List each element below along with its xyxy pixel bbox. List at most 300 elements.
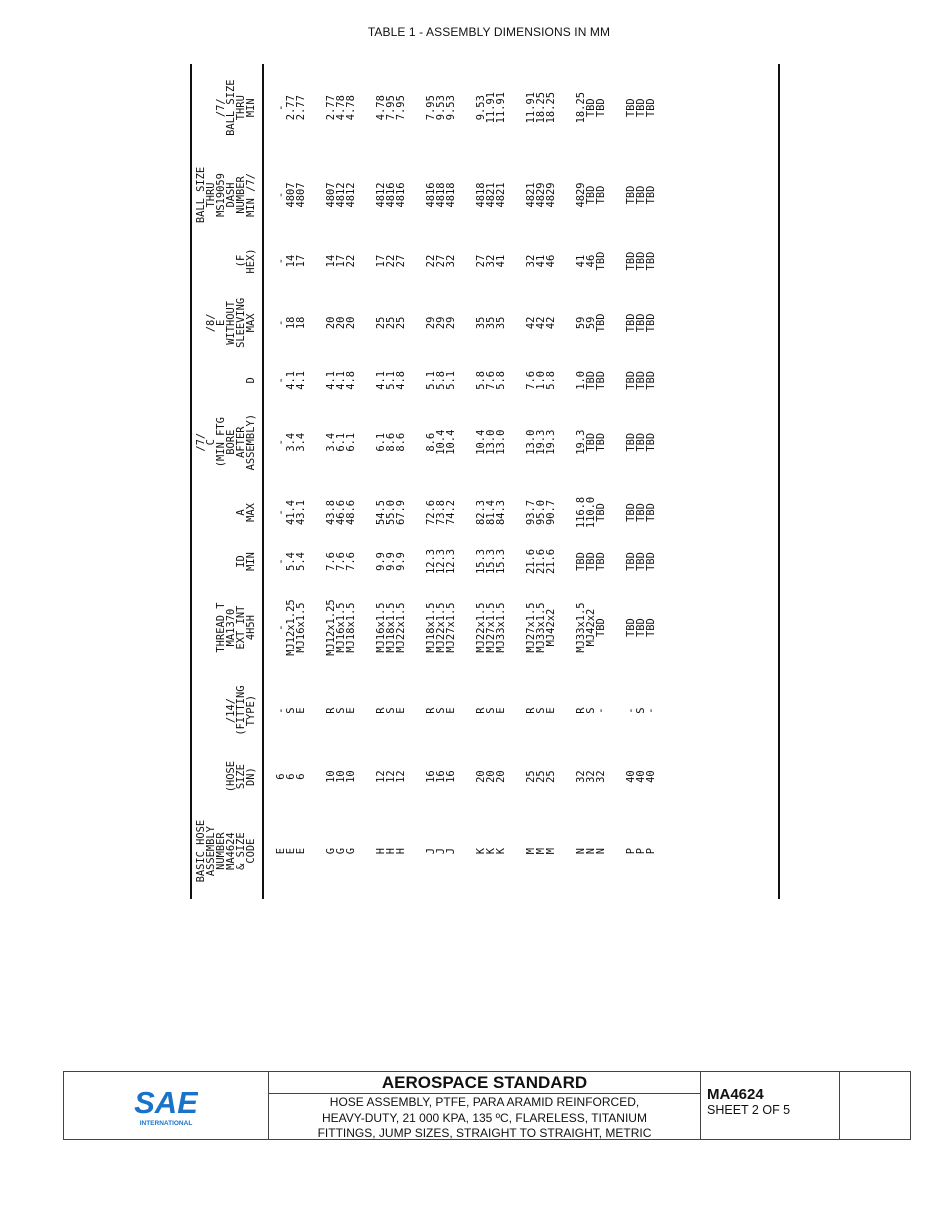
- table-cell: MJ33x1.5: [535, 602, 547, 653]
- table-cell: TBD: [595, 618, 607, 637]
- table-cell: N: [575, 848, 587, 855]
- table-cell: E: [445, 707, 457, 714]
- table-cell: 8.6: [385, 432, 397, 452]
- table-cell: TBD: [595, 313, 607, 333]
- column-header: /8/ E WITHOUT SLEEVING MAX: [192, 283, 263, 362]
- table-cell: 84.3: [495, 499, 507, 525]
- table-cell: 9.9: [385, 552, 397, 571]
- table-cell: 4829: [575, 182, 587, 208]
- table-cell: 35: [475, 316, 487, 330]
- table-cell: 25: [385, 316, 397, 330]
- table-cell: 90.7: [545, 499, 557, 525]
- table-cell: 7.95: [385, 95, 397, 121]
- table-cell: 10.4: [475, 429, 487, 455]
- table-cell: P: [635, 848, 647, 855]
- table-cell: 17: [335, 254, 347, 268]
- table-cell: 10: [335, 770, 347, 783]
- table-cell: TBD: [585, 185, 597, 205]
- table-cell: 9.53: [445, 95, 457, 121]
- table-cell: 25: [545, 770, 557, 783]
- table-cell: 32: [485, 254, 497, 268]
- table-cell: 40: [625, 770, 637, 783]
- table-cell: P: [645, 848, 657, 855]
- table-cell: -: [275, 624, 287, 631]
- table-cell: MJ18x1.5: [345, 602, 357, 653]
- table-cell: 32: [595, 770, 607, 783]
- table-cell: 5.1: [445, 371, 457, 390]
- logo-cell: [64, 1072, 269, 1139]
- table-row: [263, 64, 286, 899]
- table-cell: G: [335, 848, 347, 855]
- table-cell: 4812: [335, 182, 347, 208]
- table-cell: 5.8: [545, 371, 557, 390]
- table-cell: M: [545, 848, 557, 855]
- table-cell: 6.1: [345, 432, 357, 452]
- table-cell: TBD: [595, 98, 607, 118]
- table-cell: S: [635, 707, 647, 714]
- table-cell: 20: [345, 316, 357, 330]
- table-header-row: [192, 64, 263, 899]
- table-cell: E: [275, 848, 287, 855]
- table-cell: 11.91: [485, 92, 497, 124]
- table-cell: 4829: [545, 182, 557, 208]
- table-cell: 15.3: [475, 549, 487, 575]
- table-cell: TBD: [645, 503, 657, 522]
- table-cell: 5.4: [285, 552, 297, 571]
- table-cell: TBD: [575, 552, 587, 571]
- table-cell: -: [275, 509, 287, 516]
- column-header: (HOSE SIZE DN): [192, 750, 263, 803]
- standard-description: [269, 1094, 700, 1142]
- standard-title: AEROSPACE STANDARD: [269, 1072, 700, 1094]
- table-row: [556, 64, 586, 899]
- column-header: (F HEX): [192, 239, 263, 284]
- table-cell: S: [435, 707, 447, 714]
- table-cell: 5.1: [425, 371, 437, 390]
- page-title: TABLE 1 - ASSEMBLY DIMENSIONS IN MM: [367, 25, 611, 39]
- table-cell: TBD: [625, 251, 637, 271]
- table-cell: 2.77: [295, 95, 307, 121]
- table-cell: MJ33x1.5: [575, 602, 587, 653]
- table-cell: 11.91: [495, 92, 507, 124]
- table-cell: -: [275, 558, 287, 565]
- table-cell: MJ16x1.5: [375, 602, 387, 653]
- table-cell: TBD: [625, 552, 637, 571]
- table-cell: 10: [345, 770, 357, 783]
- table-cell: 46: [585, 254, 597, 268]
- table-cell: 19.3: [535, 429, 547, 455]
- table-cell: 17: [295, 254, 307, 268]
- table-cell: -: [275, 104, 287, 111]
- table-cell: 32: [575, 770, 587, 783]
- table-cell: TBD: [645, 185, 657, 205]
- table-cell: 95.0: [535, 499, 547, 525]
- table-cell: 12: [395, 770, 407, 783]
- table-cell: MJ12x1.25: [285, 599, 297, 656]
- table-cell: 27: [435, 254, 447, 268]
- table-cell: TBD: [635, 552, 647, 571]
- table-cell: 14: [285, 254, 297, 268]
- table-cell: 12.3: [445, 549, 457, 575]
- table-cell: 35: [495, 316, 507, 330]
- table-cell: 8.6: [425, 432, 437, 452]
- table-cell: 4.1: [375, 371, 387, 390]
- table-cell: TBD: [585, 432, 597, 452]
- table-cell: 5.8: [435, 371, 447, 390]
- table-cell: 12: [375, 770, 387, 783]
- table-cell: -: [275, 707, 287, 714]
- table-cell: 42: [525, 316, 537, 330]
- table-cell: 55.0: [385, 499, 397, 525]
- table-cell: 7.6: [335, 552, 347, 571]
- table-cell: 29: [425, 316, 437, 330]
- table-cell: 7.6: [485, 371, 497, 390]
- table-cell: S: [285, 707, 297, 714]
- table-cell: MJ42x2: [545, 608, 557, 647]
- table-row: [446, 64, 456, 899]
- column-header: /14/ (FITTING TYPE): [192, 671, 263, 750]
- table-cell: 22: [425, 254, 437, 268]
- table-cell: 40: [645, 770, 657, 783]
- table-cell: 4807: [295, 182, 307, 208]
- revision-cell: [840, 1072, 910, 1139]
- table-cell: 6: [295, 773, 307, 780]
- table-cell: 19.3: [575, 429, 587, 455]
- table-cell: 20: [495, 770, 507, 783]
- table-cell: TBD: [625, 98, 637, 118]
- table-cell: 22: [385, 254, 397, 268]
- table-cell: 25: [525, 770, 537, 783]
- table-cell: 9.9: [375, 552, 387, 571]
- table-cell: R: [325, 707, 337, 714]
- table-cell: E: [295, 707, 307, 714]
- table-cell: 6.1: [335, 432, 347, 452]
- table-cell: 4.8: [345, 371, 357, 390]
- table-cell: 5.8: [495, 371, 507, 390]
- table-cell: 73.8: [435, 499, 447, 525]
- table-cell: 5.4: [295, 552, 307, 571]
- table-cell: TBD: [635, 313, 647, 333]
- table-cell: 43.8: [325, 499, 337, 525]
- table-cell: 8.6: [395, 432, 407, 452]
- table-cell: 4.78: [375, 95, 387, 121]
- table-cell: TBD: [585, 98, 597, 118]
- table-cell: 7.6: [525, 371, 537, 390]
- table-cell: TBD: [625, 432, 637, 452]
- table-cell: TBD: [625, 313, 637, 333]
- table-cell: 12.3: [435, 549, 447, 575]
- table-cell: 14: [325, 254, 337, 268]
- table-cell: MJ22x1.5: [435, 602, 447, 653]
- table-cell: TBD: [645, 552, 657, 571]
- table-cell: S: [485, 707, 497, 714]
- table-cell: 22: [345, 254, 357, 268]
- table-cell: 9.53: [475, 95, 487, 121]
- table-cell: M: [535, 848, 547, 855]
- table-cell: 21.6: [535, 549, 547, 575]
- column-header: A MAX: [192, 486, 263, 539]
- rotated-table-body: [192, 64, 778, 899]
- table-cell: 3.4: [325, 432, 337, 452]
- title-block: [63, 1071, 911, 1140]
- table-cell: 2.77: [325, 95, 337, 121]
- table-cell: 4807: [325, 182, 337, 208]
- table-cell: N: [595, 848, 607, 855]
- table-cell: TBD: [645, 618, 657, 637]
- table-cell: P: [625, 848, 637, 855]
- table-cell: 4812: [375, 182, 387, 208]
- table-cell: 20: [475, 770, 487, 783]
- table-cell: 4818: [435, 182, 447, 208]
- table-cell: 35: [485, 316, 497, 330]
- table-row: [646, 64, 656, 899]
- table-cell: 21.6: [525, 549, 537, 575]
- table-row: [606, 64, 636, 899]
- table-cell: H: [385, 848, 397, 855]
- table-row: [596, 64, 606, 899]
- table-cell: TBD: [635, 371, 647, 390]
- table-cell: TBD: [625, 371, 637, 390]
- table-cell: 4818: [445, 182, 457, 208]
- table-cell: 2.77: [285, 95, 297, 121]
- table-cell: E: [295, 848, 307, 855]
- table-cell: 7.6: [325, 552, 337, 571]
- table-cell: MJ22x1.5: [395, 602, 407, 653]
- table-cell: 7.95: [425, 95, 437, 121]
- table-cell: 4812: [345, 182, 357, 208]
- table-cell: 6: [275, 773, 287, 780]
- table-row: [546, 64, 556, 899]
- table-row: [356, 64, 386, 899]
- table-cell: 41: [495, 254, 507, 268]
- table-cell: 67.9: [395, 499, 407, 525]
- table-cell: TBD: [625, 503, 637, 522]
- table-cell: E: [285, 848, 297, 855]
- sae-logo: [134, 1085, 198, 1129]
- table-cell: 25: [375, 316, 387, 330]
- table-cell: 5.1: [385, 371, 397, 390]
- table-cell: E: [495, 707, 507, 714]
- table-cell: 27: [395, 254, 407, 268]
- table-cell: 4.1: [325, 371, 337, 390]
- table-cell: TBD: [625, 185, 637, 205]
- table-cell: 6.1: [375, 432, 387, 452]
- table-cell: 54.5: [375, 499, 387, 525]
- table-cell: -: [595, 707, 607, 714]
- table-cell: -: [275, 319, 287, 326]
- table-row: [506, 64, 536, 899]
- table-cell: R: [575, 707, 587, 714]
- column-header: /7/ C (MIN FTG BORE AFTER ASSEMBLY): [192, 399, 263, 486]
- table-cell: G: [325, 848, 337, 855]
- table-cell: 18: [285, 316, 297, 330]
- table-cell: TBD: [595, 371, 607, 390]
- table-cell: 18.25: [535, 92, 547, 124]
- table-cell: TBD: [635, 185, 647, 205]
- table-cell: S: [535, 707, 547, 714]
- table-cell: H: [395, 848, 407, 855]
- table-cell: 10.4: [435, 429, 447, 455]
- table-cell: 10: [325, 770, 337, 783]
- table-cell: 41: [535, 254, 547, 268]
- table-cell: 116.8: [575, 496, 587, 529]
- table-cell: TBD: [595, 185, 607, 205]
- table-cell: -: [625, 707, 637, 714]
- table-cell: 18: [295, 316, 307, 330]
- table-cell: 9.53: [435, 95, 447, 121]
- table-cell: MJ22x1.5: [475, 602, 487, 653]
- table-cell: R: [375, 707, 387, 714]
- assembly-dimensions-table: [190, 64, 780, 899]
- table-cell: 46.6: [335, 499, 347, 525]
- table-cell: 4.1: [285, 371, 297, 390]
- table-cell: MJ27x1.5: [525, 602, 537, 653]
- table-cell: S: [335, 707, 347, 714]
- table-cell: 4816: [385, 182, 397, 208]
- table-cell: K: [495, 848, 507, 855]
- table-cell: 13.0: [525, 429, 537, 455]
- table-cell: 32: [585, 770, 597, 783]
- table-cell: J: [435, 848, 447, 855]
- column-header: /7/ BALL SIZE THRU MIN: [192, 64, 263, 151]
- table-cell: 42: [545, 316, 557, 330]
- table-cell: 4818: [475, 182, 487, 208]
- table-cell: 43.1: [295, 499, 307, 525]
- table-cell: 13.0: [495, 429, 507, 455]
- table-cell: 4.78: [345, 95, 357, 121]
- column-header: ID MIN: [192, 539, 263, 584]
- table-cell: 4.1: [295, 371, 307, 390]
- table-cell: 16: [435, 770, 447, 783]
- table-cell: K: [475, 848, 487, 855]
- table-cell: TBD: [635, 618, 647, 637]
- table-cell: MJ18x1.5: [385, 602, 397, 653]
- table-cell: 15.3: [495, 549, 507, 575]
- table-cell: 25: [535, 770, 547, 783]
- table-cell: S: [385, 707, 397, 714]
- table-cell: 4821: [525, 182, 537, 208]
- table-cell: 82.3: [475, 499, 487, 525]
- table-cell: J: [445, 848, 457, 855]
- table-cell: TBD: [595, 503, 607, 522]
- description-line: HEAVY-DUTY, 21 000 KPA, 135 ºC, FLARELESS, TITANIUM: [322, 1110, 647, 1125]
- description-line: FITTINGS, JUMP SIZES, STRAIGHT TO STRAIGHT, METRIC: [317, 1126, 652, 1140]
- table-cell: 5.8: [475, 371, 487, 390]
- table-cell: 17: [375, 254, 387, 268]
- table-cell: 19.3: [545, 429, 557, 455]
- table-cell: K: [485, 848, 497, 855]
- table-cell: 29: [445, 316, 457, 330]
- table-cell: -: [275, 377, 287, 384]
- table-row: [496, 64, 506, 899]
- table-row: [406, 64, 436, 899]
- table-cell: TBD: [645, 432, 657, 452]
- table-cell: 4.8: [395, 371, 407, 390]
- table-cell: 46: [545, 254, 557, 268]
- table-cell: J: [425, 848, 437, 855]
- table-cell: R: [475, 707, 487, 714]
- description-line: HOSE ASSEMBLY, PTFE, PARA ARAMID REINFORCED,: [329, 1095, 640, 1109]
- table-cell: 4829: [535, 182, 547, 208]
- table-cell: E: [395, 707, 407, 714]
- table-row: [456, 64, 486, 899]
- table-cell: 25: [395, 316, 407, 330]
- table-cell: TBD: [645, 371, 657, 390]
- table-cell: -: [275, 191, 287, 199]
- table-cell: 18.25: [545, 92, 557, 124]
- title-cell: [269, 1072, 701, 1139]
- table-cell: 4821: [495, 182, 507, 208]
- table-cell: 11.91: [525, 92, 537, 124]
- table-cell: 12.3: [425, 549, 437, 575]
- table-cell: 18.25: [575, 92, 587, 124]
- table-cell: 15.3: [485, 549, 497, 575]
- table-cell: -: [275, 257, 287, 265]
- table-cell: 16: [445, 770, 457, 783]
- table-cell: H: [375, 848, 387, 855]
- table-row: [396, 64, 406, 899]
- table-cell: M: [525, 848, 537, 855]
- table-cell: TBD: [645, 98, 657, 118]
- table-cell: TBD: [635, 251, 647, 271]
- table-cell: -: [645, 707, 657, 714]
- table-cell: TBD: [595, 251, 607, 271]
- table-cell: TBD: [585, 552, 597, 571]
- table-cell: 110.0: [585, 496, 597, 529]
- document-number: MA4624: [707, 1086, 764, 1103]
- table-cell: 4807: [285, 182, 297, 208]
- table-cell: 4.78: [335, 95, 347, 121]
- table-cell: 59: [575, 316, 587, 330]
- table-cell: 20: [325, 316, 337, 330]
- table-cell: G: [345, 848, 357, 855]
- table-cell: 9.9: [395, 552, 407, 571]
- table-cell: 20: [485, 770, 497, 783]
- table-cell: 27: [475, 254, 487, 268]
- table-cell: 7.95: [395, 95, 407, 121]
- table-cell: MJ16x1.5: [295, 602, 307, 653]
- table-cell: 93.7: [525, 499, 537, 525]
- table-right-rule: [778, 64, 780, 899]
- table-cell: 32: [525, 254, 537, 268]
- table-cell: 12: [385, 770, 397, 783]
- column-header: THREAD T MA1370 EXT INT 4H5H: [192, 584, 263, 671]
- table-cell: 21.6: [545, 549, 557, 575]
- table-cell: E: [345, 707, 357, 714]
- table-cell: 16: [425, 770, 437, 783]
- table-cell: TBD: [645, 313, 657, 333]
- table-cell: 59: [585, 316, 597, 330]
- table-cell: 4.1: [335, 371, 347, 390]
- table-row: [346, 64, 356, 899]
- table-cell: TBD: [595, 432, 607, 452]
- table-cell: 48.6: [345, 499, 357, 525]
- table-cell: S: [585, 707, 597, 714]
- table-cell: 20: [335, 316, 347, 330]
- table-cell: 72.6: [425, 499, 437, 525]
- table-cell: 42: [535, 316, 547, 330]
- column-header: BALL SIZE THRU MS19059 DASH NUMBER MIN /7/: [192, 151, 263, 238]
- table-cell: TBD: [635, 503, 647, 522]
- table-cell: 32: [445, 254, 457, 268]
- table-cell: TBD: [595, 552, 607, 571]
- table-cell: 7.6: [345, 552, 357, 571]
- document-number-cell: [701, 1072, 840, 1139]
- logo-subtext: INTERNATIONAL: [139, 1120, 193, 1127]
- table-cell: 3.4: [295, 432, 307, 452]
- table-cell: 1.0: [575, 371, 587, 390]
- table-cell: 3.4: [285, 432, 297, 452]
